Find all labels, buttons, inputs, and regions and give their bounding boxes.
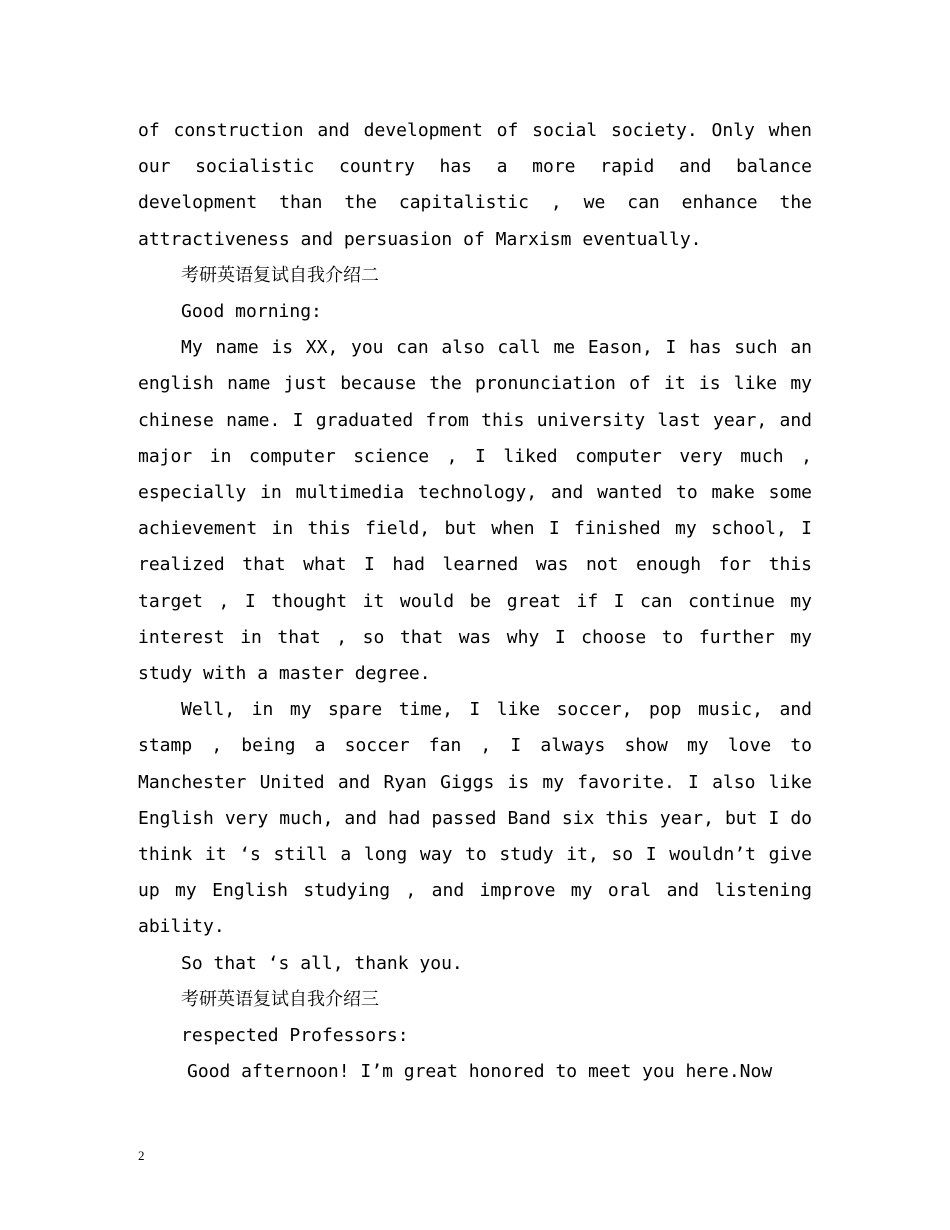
section-heading-3: 考研英语复试自我介绍三 — [181, 988, 379, 1010]
paragraph-introduction: My name is XX, you can also call me Eason, I has such an english name just because the pronunciation of it is like my chinese name. I graduated from this university last year, and major in computer science , I liked computer very much , especially in multimedia technology, and wanted to make some achievement in this field, but when I finished my school, I realized that what I had learned was not enough for this target , I thought it would be great if I can continue my interest in that , so that was why I choose to further my study with a master degree. — [138, 337, 812, 685]
paragraph-afternoon-opening: Good afternoon! I’m great honored to meet you here.Now — [187, 1061, 773, 1083]
paragraph-continuation: of construction and development of social society. Only when our socialistic country has a more rapid and balance development than the capitalistic , we can enhance the attractiveness and persuasion of Marxism eventually. — [138, 120, 812, 250]
paragraph-hobbies: Well, in my spare time, I like soccer, pop music, and stamp , being a soccer fan , I always show my love to Manchester United and Ryan Giggs is my favorite. I also like English very much, and had passed Band six this year, but I do think it ‘s still a long way to study it, so I wouldn’t give up my English studying , and improve my oral and listening ability. — [138, 699, 812, 938]
salutation-professors: respected Professors: — [181, 1025, 409, 1047]
page-number: 2 — [138, 1148, 145, 1163]
closing-line: So that ‘s all, thank you. — [181, 952, 463, 974]
section-heading-2: 考研英语复试自我介绍二 — [181, 264, 379, 286]
document-page — [138, 113, 812, 1090]
greeting-good-morning: Good morning: — [181, 301, 322, 323]
